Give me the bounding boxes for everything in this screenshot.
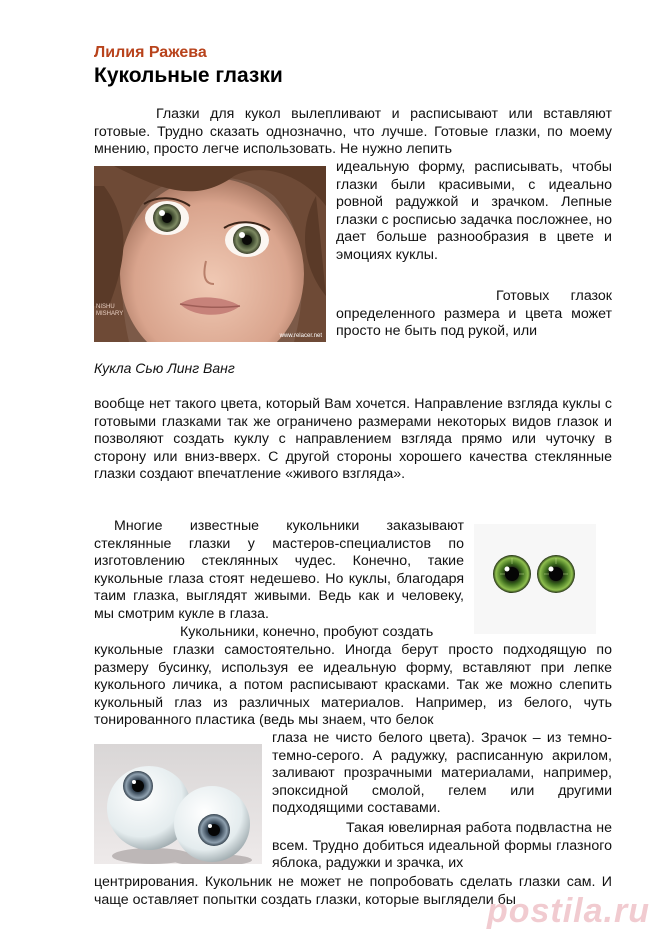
watermark: postila.ru bbox=[486, 892, 650, 930]
paragraph-5-start: Кукольники, конечно, пробуют создать bbox=[180, 624, 434, 640]
paragraph-4: Многие известные кукольники заказывают стеклянные глазки у мастеров-специалистов по изготовлению стеклянных чудес. Конечно, такие кукольные глаза стоят недешево. Но куклы, благодаря таим глазка, выглядят живыми. Ведь как и человеку, мы смотрим кукле в глаза. bbox=[94, 518, 464, 622]
white-eyes-illustration bbox=[94, 744, 262, 864]
doll-face-illustration bbox=[94, 166, 326, 342]
paragraph-3: вообще нет такого цвета, который Вам хочется. Направление взгляда куклы с готовыми глазками так же ограничено размерами некоторых видов глазок и позволяют создать куклу с направлением взгляда прямо или чуточку в сторону или вниз-вверх. С другой стороны хорошего качества стеклянные глазки создают впечатление «живого взгляда». bbox=[94, 396, 612, 483]
paragraph-side-2: Готовых глазок определенного размера и цвета может просто не быть под рукой, или bbox=[336, 288, 612, 340]
photo-caption: Кукла Сью Линг Ванг bbox=[94, 360, 235, 376]
green-eyes-illustration bbox=[474, 524, 596, 634]
paragraph-5: кукольные глазки самостоятельно. Иногда берут просто подходящую по размеру бусинку, используя ее идеальную форму, вставляют при лепке кукольного личика, а потом расписывают красками. Так же можно слепить кукольный глаз из различных материалов. Например, из белого, чуть тонированного пластика (ведь мы знаем, что белок bbox=[94, 642, 612, 729]
paragraph-side-3: глаза не чисто белого цвета). Зрачок – из темно-темно-серого. А радужку, расписанную акрилом, заливают прозрачными материалами, например, эпоксидной смолой, гелем или другими подходящими составами. bbox=[272, 730, 612, 817]
image-signature: NISHU MISHARY bbox=[96, 304, 124, 317]
paragraph-side-1: идеальную форму, расписывать, чтобы глазки были красивыми, с идеально ровной радужкой и зрачком. Лепные глазки с росписью задачка посложнее, но дает больше разнообразия в цвете и эмоциях куклы. bbox=[336, 159, 612, 263]
image-credit: www.relacer.net bbox=[279, 333, 322, 339]
acrylic-eyes-photo bbox=[94, 744, 262, 864]
author-name: Лилия Ражева bbox=[94, 44, 207, 61]
paragraph-intro: Глазки для кукол вылепливают и расписывают или вставляют готовые. Трудно сказать однозначно, что лучше. Готовые глазки, по моему мнению, просто легче использовать. Не нужно лепить bbox=[94, 106, 612, 158]
paragraph-6: центрирования. Кукольник не может не попробовать сделать глазки сам. И чаще оставляет попытки создать глазки, которые выглядели бы bbox=[94, 874, 612, 908]
glass-eyes-photo bbox=[474, 524, 596, 634]
paragraph-side-4: Такая ювелирная работа подвластна не всем. Трудно добиться идеальной формы глазного яблока, радужки и зрачка, их bbox=[272, 820, 612, 872]
article-title: Кукольные глазки bbox=[94, 64, 283, 87]
doll-face-photo bbox=[94, 166, 326, 342]
